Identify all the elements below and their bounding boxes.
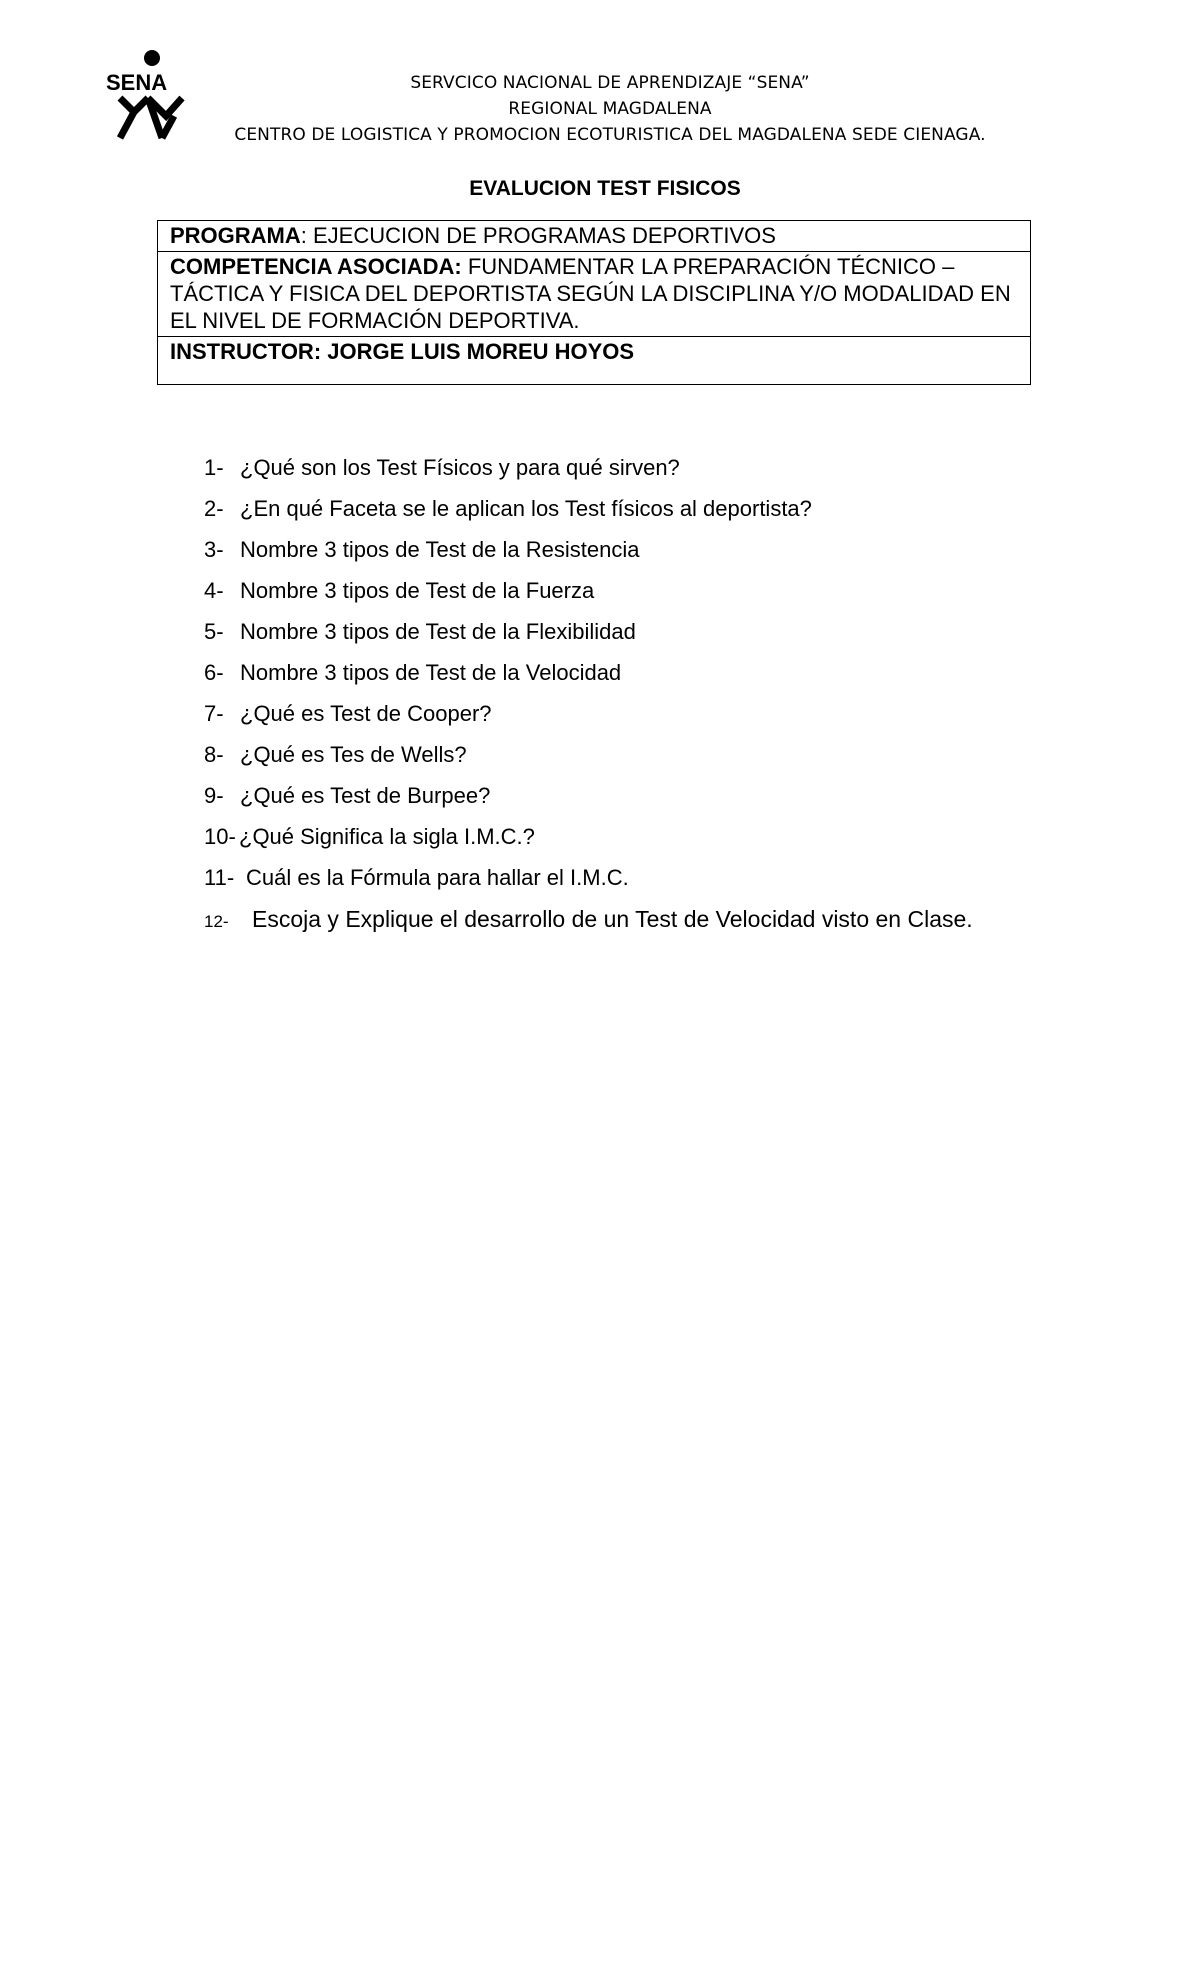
question-number: 10- [204, 824, 236, 849]
question-text: ¿En qué Faceta se le aplican los Test físicos al deportista? [240, 496, 812, 521]
question-text: Nombre 3 tipos de Test de la Fuerza [240, 578, 595, 603]
question-number: 4- [204, 578, 224, 603]
question-text: ¿Qué Significa la sigla I.M.C.? [239, 824, 535, 849]
question-item [204, 740, 1104, 781]
question-text: Cuál es la Fórmula para hallar el I.M.C. [246, 865, 629, 890]
question-item [204, 822, 1104, 863]
instructor-label: INSTRUCTOR: JORGE LUIS MOREU HOYOS [170, 339, 635, 364]
question-item [204, 781, 1104, 822]
question-item [204, 617, 1104, 658]
question-list [204, 453, 1104, 945]
sena-logo-text: SENA [106, 70, 168, 95]
question-text: ¿Qué es Test de Burpee? [240, 783, 491, 808]
question-number: 6- [204, 660, 224, 685]
question-item [204, 699, 1104, 740]
question-item [204, 494, 1104, 535]
programa-value: : EJECUCION DE PROGRAMAS DEPORTIVOS [300, 223, 776, 248]
question-text: Nombre 3 tipos de Test de la Velocidad [240, 660, 622, 685]
center-name: CENTRO DE LOGISTICA Y PROMOCION ECOTURISTICA DEL MAGDALENA SEDE CIENAGA. [234, 125, 986, 145]
question-text: Nombre 3 tipos de Test de la Flexibilidad [240, 619, 636, 644]
question-item [204, 453, 1104, 494]
question-number: 9- [204, 783, 224, 808]
question-number: 8- [204, 742, 224, 767]
question-item [204, 535, 1104, 576]
question-number: 5- [204, 619, 224, 644]
question-item [204, 904, 1104, 945]
programa-label: PROGRAMA [170, 223, 301, 248]
instructor-row [158, 337, 1030, 384]
competencia-row [158, 252, 1030, 337]
question-text: ¿Qué es Test de Cooper? [240, 701, 492, 726]
competencia-value: FUNDAMENTAR LA PREPARACIÓN TÉCNICO – TÁCTICA Y FISICA DEL DEPORTISTA SEGÚN LA DISCIPLINA Y/O MODALIDAD EN EL NIVEL DE FORMACIÓN DEPORTIVA. [170, 254, 1011, 333]
question-number: 1- [204, 455, 224, 480]
question-item [204, 863, 1104, 904]
question-item [204, 576, 1104, 617]
question-number: 11- [204, 865, 235, 890]
regional-name: REGIONAL MAGDALENA [508, 99, 712, 119]
question-text: Escoja y Explique el desarrollo de un Test de Velocidad visto en Clase. [252, 906, 973, 932]
institution-name: SERVCICO NACIONAL DE APRENDIZAJE “SENA” [410, 73, 810, 93]
question-text: ¿Qué es Tes de Wells? [240, 742, 467, 767]
info-table [157, 220, 1031, 385]
programa-row [158, 221, 1030, 252]
question-text: ¿Qué son los Test Físicos y para qué sirven? [240, 455, 680, 480]
question-text: Nombre 3 tipos de Test de la Resistencia [240, 537, 640, 562]
question-number: 2- [204, 496, 224, 521]
question-number: 3- [204, 537, 224, 562]
question-number: 12- [204, 912, 229, 931]
document-title: EVALUCION TEST FISICOS [469, 177, 741, 200]
question-number: 7- [204, 701, 224, 726]
question-item [204, 658, 1104, 699]
competencia-label: COMPETENCIA ASOCIADA: [170, 254, 462, 279]
